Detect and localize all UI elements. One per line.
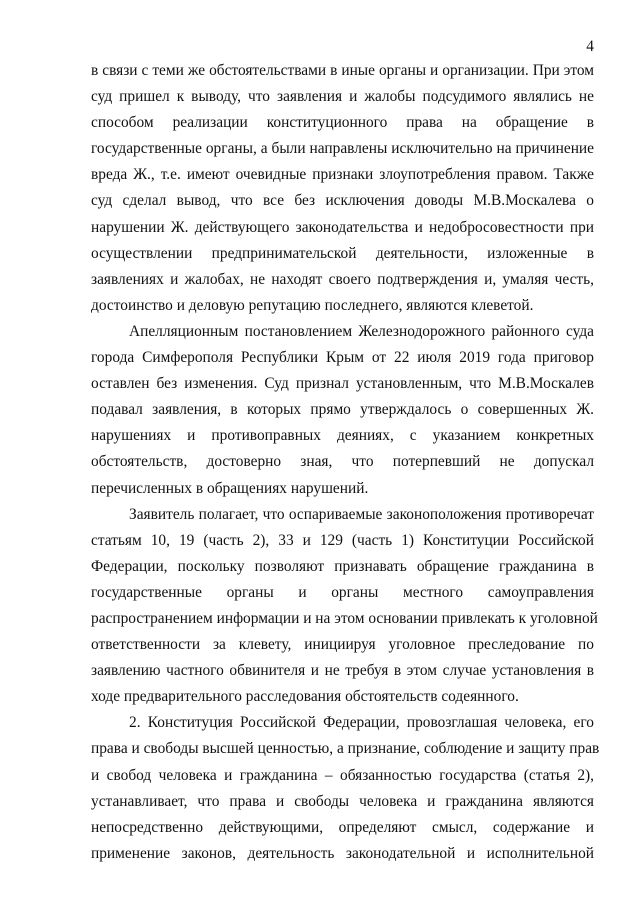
text-line: перечисленных в обращениях нарушений.	[91, 479, 369, 497]
text-line: города Симферополя Республики Крым от 22 июля 2019 года приговор	[91, 349, 594, 367]
text-line: достоинство и деловую репутацию последнего, являются клеветой.	[91, 296, 534, 314]
text-line: государственные органы и органы местного самоуправления	[91, 583, 594, 601]
text-line: в связи с теми же обстоятельствами в иные органы и организации. При этом	[91, 62, 594, 79]
text-line: и свобод человека и гражданина – обязанностью государства (статья 2),	[91, 766, 594, 784]
text-line: Федерации, поскольку позволяют признавать обращение гражданина в	[91, 557, 594, 575]
document-text	[91, 58, 600, 867]
text-line: нарушениях и противоправных деяниях, с указанием конкретных	[91, 427, 594, 445]
text-line: заявлению частного обвинителя и не требуя в этом случае установления в	[91, 662, 594, 680]
text-line: заявлениях и жалобах, не находят своего подтверждения и, умаляя честь,	[91, 270, 594, 288]
text-line: оставлен без изменения. Суд признал установленным, что М.В.Москалев	[91, 375, 594, 393]
page-number: 4	[586, 38, 594, 55]
paragraph	[91, 710, 600, 867]
text-line: вреда Ж., т.е. имеют очевидные признаки злоупотребления правом. Также	[91, 166, 594, 184]
text-line: устанавливает, что права и свободы человека и гражданина являются	[91, 792, 594, 810]
paragraph	[91, 58, 594, 319]
text-line: суд сделал вывод, что все без исключения доводы М.В.Москалева о	[91, 192, 594, 210]
text-line: осуществлении предпринимательской деятельности, изложенные в	[91, 244, 594, 262]
paragraph	[91, 502, 598, 711]
text-line: распространением информации и на этом основании привлекать к уголовной	[91, 609, 598, 627]
text-line: государственные органы, а были направлены исключительно на причинение	[91, 140, 594, 158]
text-line: Заявитель полагает, что оспариваемые законоположения противоречат	[129, 505, 594, 523]
text-line: обстоятельств, достоверно зная, что потерпевший не допускал	[91, 453, 594, 471]
text-line: нарушении Ж. действующего законодательства и недобросовестности при	[91, 218, 594, 236]
text-line: суд пришел к выводу, что заявления и жалобы подсудимого являлись не	[91, 88, 594, 106]
text-line: ответственности за клевету, инициируя уголовное преследование по	[91, 636, 594, 654]
text-line: ходе предварительного расследования обстоятельств содеянного.	[91, 688, 519, 706]
text-line: применение законов, деятельность законодательной и исполнительной	[91, 844, 594, 862]
text-line: права и свободы высшей ценностью, а признание, соблюдение и защиту прав	[91, 740, 600, 758]
text-line: подавал заявления, в которых прямо утверждалось о совершенных Ж.	[91, 401, 594, 419]
text-line: 2. Конституция Российской Федерации, провозглашая человека, его	[129, 714, 594, 732]
text-line: статьям 10, 19 (часть 2), 33 и 129 (часть 1) Конституции Российской	[91, 531, 594, 549]
paragraph	[91, 319, 594, 502]
text-line: способом реализации конституционного права на обращение в	[91, 114, 594, 132]
text-line: Апелляционным постановлением Железнодорожного районного суда	[129, 322, 594, 340]
text-line: непосредственно действующими, определяют смысл, содержание и	[91, 818, 594, 836]
